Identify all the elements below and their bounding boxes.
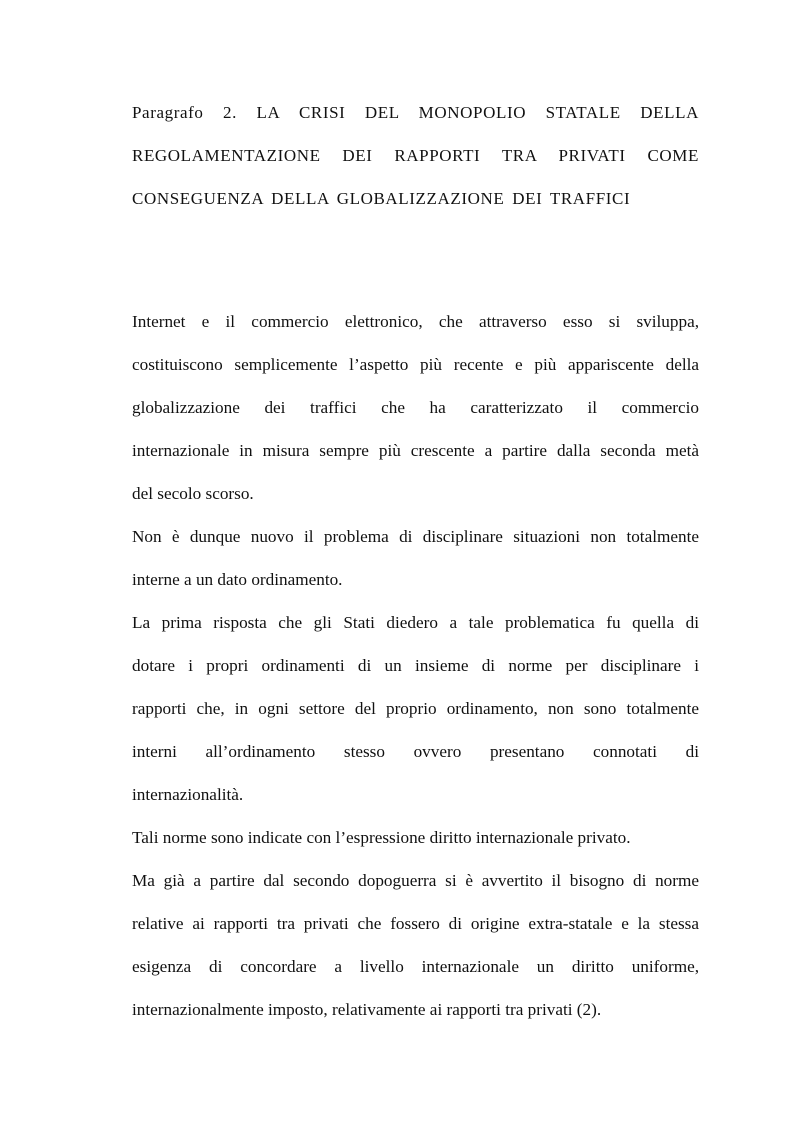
text-line: costituiscono semplicemente l’aspetto più recente e più appariscente della [132, 355, 699, 374]
body-text [132, 300, 699, 1031]
text-line: Non è dunque nuovo il problema di disciplinare situazioni non totalmente [132, 527, 699, 546]
text-line: interne a un dato ordinamento. [132, 570, 343, 589]
heading-line: REGOLAMENTAZIONE DEI RAPPORTI TRA PRIVATI COME [132, 146, 699, 165]
text-line: Internet e il commercio elettronico, che attraverso esso si sviluppa, [132, 312, 699, 331]
text-line: globalizzazione dei traffici che ha caratterizzato il commercio [132, 398, 699, 417]
text-line: Tali norme sono indicate con l’espressione diritto internazionale privato. [132, 828, 631, 847]
paragraph-tali-norme [132, 816, 699, 859]
section-heading [132, 91, 699, 220]
text-line: rapporti che, in ogni settore del proprio ordinamento, non sono totalmente [132, 699, 699, 718]
text-line: internazionalmente imposto, relativamente ai rapporti tra privati (2). [132, 1000, 602, 1019]
text-line: Ma già a partire dal secondo dopoguerra si è avvertito il bisogno di norme [132, 871, 699, 890]
paragraph-dopoguerra [132, 859, 699, 1031]
paragraph-problema [132, 515, 699, 601]
text-line: interni all’ordinamento stesso ovvero presentano connotati di [132, 742, 699, 761]
text-line: dotare i propri ordinamenti di un insieme di norme per disciplinare i [132, 656, 699, 675]
paragraph-internet-commercio [132, 300, 699, 515]
text-line: internazionalità. [132, 785, 244, 804]
text-line: relative ai rapporti tra privati che fossero di origine extra-statale e la stessa [132, 914, 699, 933]
text-line: del secolo scorso. [132, 484, 254, 503]
text-line: internazionale in misura sempre più crescente a partire dalla seconda metà [132, 441, 699, 460]
heading-line: CONSEGUENZA DELLA GLOBALIZZAZIONE DEI TRAFFICI [132, 189, 631, 208]
paragraph-prima-risposta [132, 601, 699, 816]
text-line: esigenza di concordare a livello internazionale un diritto uniforme, [132, 957, 699, 976]
heading-line: Paragrafo 2. LA CRISI DEL MONOPOLIO STATALE DELLA [132, 103, 699, 122]
text-line: La prima risposta che gli Stati diedero a tale problematica fu quella di [132, 613, 699, 632]
